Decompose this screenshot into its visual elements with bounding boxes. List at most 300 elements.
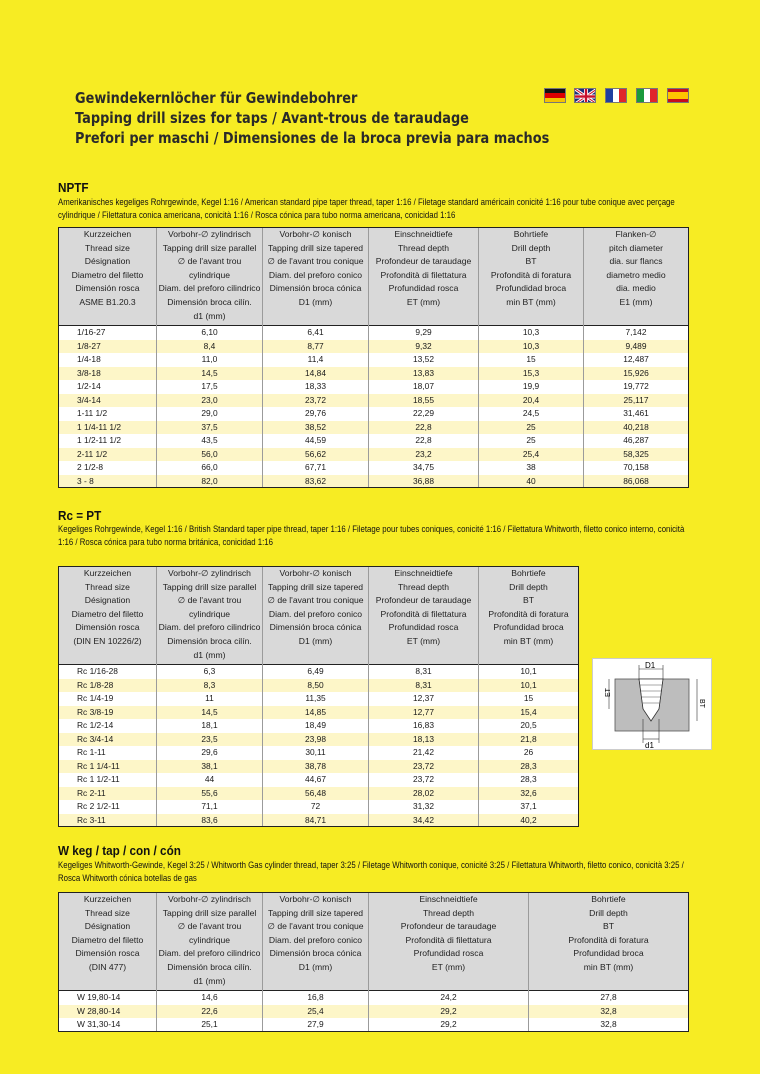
diagram-label-ET: ET	[605, 688, 612, 697]
table-row	[59, 353, 689, 367]
diagram-label-D1: D1	[645, 661, 656, 670]
value-cell: 14,84	[263, 367, 369, 381]
w-header-col-3	[369, 892, 529, 991]
value-cell: 58,325	[584, 448, 689, 462]
value-cell: 14,6	[157, 991, 263, 1005]
value-cell: 71,1	[157, 800, 263, 814]
value-cell: 37,1	[479, 800, 579, 814]
header-line: Diametro del filetto	[71, 269, 144, 280]
nptf-header-col-1	[157, 227, 263, 326]
value-cell: 31,32	[369, 800, 479, 814]
header-line: pitch diameter	[609, 242, 663, 253]
header-line: Drill depth	[509, 581, 548, 592]
header-line: Dimensión rosca	[75, 948, 140, 959]
value-cell: 84,71	[263, 814, 369, 828]
value-cell: 25,1	[157, 1018, 263, 1032]
value-cell: 30,11	[263, 746, 369, 760]
header-line: Thread size	[85, 242, 130, 253]
drill-hole-diagram	[592, 658, 712, 750]
header-line: D1 (mm)	[298, 961, 333, 972]
header-line: Drill depth	[589, 907, 628, 918]
thread-size-cell: 3/4-14	[59, 394, 157, 408]
value-cell: 34,42	[369, 814, 479, 828]
header-line: Thread size	[85, 907, 130, 918]
header-line: Diametro del filetto	[71, 608, 144, 619]
value-cell: 44,59	[263, 434, 369, 448]
header-line: Profondità di foratura	[568, 934, 649, 945]
header-line: Tapping drill size parallel	[162, 581, 257, 592]
header-line: Dimensión broca cilín.	[167, 635, 252, 646]
rc-header-col-2	[263, 566, 369, 665]
header-line: Profondeur de taraudage	[400, 921, 497, 932]
value-cell: 29,2	[369, 1005, 529, 1019]
header-line: Thread size	[85, 581, 130, 592]
header-line: d1 (mm)	[193, 310, 226, 321]
header-line: Dimensión broca cónica	[269, 622, 362, 633]
header-line: Profundidad broca	[495, 283, 567, 294]
value-cell: 18,13	[369, 733, 479, 747]
header-line: Tapping drill size tapered	[267, 907, 364, 918]
w-table	[58, 892, 689, 1032]
header-line: BT	[603, 921, 614, 932]
table-row	[59, 407, 689, 421]
thread-size-cell: 1-11 1/2	[59, 407, 157, 421]
header-line: cylindrique	[188, 608, 231, 619]
value-cell: 38,1	[157, 760, 263, 774]
header-line: Profondeur de taraudage	[375, 595, 472, 606]
header-line: Tapping drill size parallel	[162, 242, 257, 253]
table-row	[59, 760, 579, 774]
value-cell: 12,77	[369, 706, 479, 720]
header-line: Diam. del preforo conico	[268, 934, 363, 945]
w-header-col-1	[157, 892, 263, 991]
header-line: Einschneidtiefe	[394, 229, 453, 239]
value-cell: 23,5	[157, 733, 263, 747]
value-cell: 6,10	[157, 326, 263, 340]
value-cell: 32,8	[529, 1005, 689, 1019]
value-cell: 28,3	[479, 773, 579, 787]
header-line: ∅ de l'avant trou	[177, 595, 242, 606]
w-header-col-0	[59, 892, 157, 991]
value-cell: 67,71	[263, 461, 369, 475]
header-line: Flanken-∅	[615, 229, 657, 239]
value-cell: 8,3	[157, 679, 263, 693]
header-line: Bohrtiefe	[511, 568, 546, 578]
value-cell: 25	[479, 421, 584, 435]
header-line: Tapping drill size parallel	[162, 907, 257, 918]
value-cell: 21,42	[369, 746, 479, 760]
header-line: ET (mm)	[406, 635, 441, 646]
value-cell: 44,67	[263, 773, 369, 787]
header-line: Thread depth	[422, 907, 475, 918]
w-header-col-4	[529, 892, 689, 991]
value-cell: 38	[479, 461, 584, 475]
table-row	[59, 475, 689, 489]
thread-size-cell: 1 1/4-11 1/2	[59, 421, 157, 435]
header-line: Diam. del preforo cilindrico	[158, 948, 261, 959]
value-cell: 36,88	[369, 475, 479, 489]
value-cell: 26	[479, 746, 579, 760]
nptf-header-col-5	[584, 227, 689, 326]
german-flag-icon[interactable]	[544, 88, 566, 103]
table-row	[59, 800, 579, 814]
table-row	[59, 991, 689, 1005]
value-cell: 18,33	[263, 380, 369, 394]
value-cell: 11	[157, 692, 263, 706]
header-line: Diam. del preforo cilindrico	[158, 283, 261, 294]
table-row	[59, 367, 689, 381]
value-cell: 9,32	[369, 340, 479, 354]
thread-size-cell: 1/4-18	[59, 353, 157, 367]
header-line: d1 (mm)	[193, 975, 226, 986]
value-cell: 8,31	[369, 679, 479, 693]
value-cell: 15,926	[584, 367, 689, 381]
rc-header-col-0	[59, 566, 157, 665]
header-line: ∅ de l'avant trou conique	[267, 256, 364, 267]
table-row	[59, 692, 579, 706]
thread-size-cell: 2 1/2-8	[59, 461, 157, 475]
nptf-header-col-0	[59, 227, 157, 326]
table-row	[59, 746, 579, 760]
nptf-table	[58, 227, 689, 488]
value-cell: 17,5	[157, 380, 263, 394]
value-cell: 10,3	[479, 326, 584, 340]
table-row	[59, 434, 689, 448]
value-cell: 22,8	[369, 421, 479, 435]
table-row	[59, 394, 689, 408]
value-cell: 44	[157, 773, 263, 787]
value-cell: 43,5	[157, 434, 263, 448]
value-cell: 22,29	[369, 407, 479, 421]
italian-flag-icon[interactable]	[636, 88, 658, 103]
header-line: Profondeur de taraudage	[375, 256, 472, 267]
nptf-header-col-2	[263, 227, 369, 326]
value-cell: 31,461	[584, 407, 689, 421]
nptf-description: Amerikanisches kegeliges Rohrgewinde, Kegel 1:16 / American standard pipe taper thread, taper 1:16 / Filetage standard américain conicité 1:16 pour tube conique avec perçage cylindrique / Filettatura conica americana, conicità 1:16 / Rosca cónica para tubo norma americana, conicidad 1:16	[58, 197, 675, 220]
rc-header-col-4	[479, 566, 579, 665]
header-line: Dimensión rosca	[75, 622, 140, 633]
nptf-heading: NPTF	[58, 180, 89, 195]
table-row	[59, 380, 689, 394]
header-line: Profundidad broca	[573, 948, 644, 959]
header-line: ET (mm)	[406, 296, 441, 307]
value-cell: 6,41	[263, 326, 369, 340]
title-line-it-es: Prefori per maschi / Dimensiones de la broca previa para machos	[75, 129, 550, 147]
thread-size-cell: Rc 2-11	[59, 787, 157, 801]
value-cell: 23,98	[263, 733, 369, 747]
header-line: Dimensión broca cónica	[269, 948, 362, 959]
value-cell: 10,1	[479, 665, 579, 679]
header-line: Profundidad rosca	[388, 622, 459, 633]
value-cell: 9,489	[584, 340, 689, 354]
value-cell: 28,3	[479, 760, 579, 774]
value-cell: 9,29	[369, 326, 479, 340]
value-cell: 70,158	[584, 461, 689, 475]
value-cell: 20,5	[479, 719, 579, 733]
header-line: (DIN EN 10226/2)	[73, 635, 142, 646]
value-cell: 8,50	[263, 679, 369, 693]
header-line: (DIN 477)	[88, 961, 127, 972]
table-row	[59, 679, 579, 693]
value-cell: 83,62	[263, 475, 369, 489]
table-row	[59, 773, 579, 787]
header-line: Diam. del preforo cilindrico	[158, 622, 261, 633]
thread-size-cell: 1/16-27	[59, 326, 157, 340]
value-cell: 40,218	[584, 421, 689, 435]
header-line: dia. medio	[616, 283, 656, 294]
value-cell: 8,31	[369, 665, 479, 679]
header-line: d1 (mm)	[193, 649, 226, 660]
header-line: E1 (mm)	[619, 296, 653, 307]
value-cell: 13,52	[369, 353, 479, 367]
value-cell: 25,4	[479, 448, 584, 462]
value-cell: 15,4	[479, 706, 579, 720]
value-cell: 8,77	[263, 340, 369, 354]
header-line: Vorbohr-∅ zylindrisch	[168, 229, 251, 239]
header-line: Thread depth	[397, 242, 450, 253]
value-cell: 25	[479, 434, 584, 448]
value-cell: 14,5	[157, 367, 263, 381]
value-cell: 21,8	[479, 733, 579, 747]
value-cell: 29,0	[157, 407, 263, 421]
value-cell: 32,8	[529, 1018, 689, 1032]
rc-table	[58, 566, 579, 827]
header-line: Einschneidtiefe	[394, 568, 453, 578]
header-line: Einschneidtiefe	[419, 894, 478, 904]
spanish-flag-icon[interactable]	[667, 88, 689, 103]
header-line: Tapping drill size tapered	[267, 581, 364, 592]
header-line: BT	[525, 256, 537, 267]
value-cell: 29,76	[263, 407, 369, 421]
table-row	[59, 1005, 689, 1019]
header-line: Dimensión broca cónica	[269, 283, 362, 294]
header-line: Désignation	[84, 921, 131, 932]
header-line: Vorbohr-∅ konisch	[279, 568, 352, 578]
header-line: Dimensión rosca	[75, 283, 140, 294]
value-cell: 29,2	[369, 1018, 529, 1032]
header-line: cylindrique	[188, 269, 231, 280]
table-row	[59, 706, 579, 720]
value-cell: 23,72	[369, 773, 479, 787]
value-cell: 23,72	[263, 394, 369, 408]
value-cell: 38,52	[263, 421, 369, 435]
table-row	[59, 665, 579, 679]
thread-size-cell: 3/8-18	[59, 367, 157, 381]
header-line: BT	[523, 595, 534, 606]
thread-size-cell: Rc 3-11	[59, 814, 157, 828]
header-line: min BT (mm)	[506, 296, 556, 307]
header-line: Profondità di foratura	[490, 269, 572, 280]
value-cell: 24,2	[369, 991, 529, 1005]
header-line: Désignation	[84, 595, 131, 606]
table-row	[59, 1018, 689, 1032]
header-line: Bohrtiefe	[513, 229, 549, 239]
header-line: ET (mm)	[431, 961, 466, 972]
table-row	[59, 461, 689, 475]
table-row	[59, 421, 689, 435]
thread-size-cell: 1/8-27	[59, 340, 157, 354]
header-line: Profundidad rosca	[413, 948, 484, 959]
value-cell: 32,6	[479, 787, 579, 801]
value-cell: 12,37	[369, 692, 479, 706]
header-line: Dimensión broca cilín.	[167, 296, 252, 307]
value-cell: 46,287	[584, 434, 689, 448]
value-cell: 34,75	[369, 461, 479, 475]
value-cell: 19,9	[479, 380, 584, 394]
diagram-label-BT: BT	[698, 699, 705, 708]
value-cell: 24,5	[479, 407, 584, 421]
value-cell: 86,068	[584, 475, 689, 489]
table-row	[59, 448, 689, 462]
header-line: Profundidad rosca	[388, 283, 459, 294]
value-cell: 15	[479, 353, 584, 367]
thread-size-cell: W 19,80-14	[59, 991, 157, 1005]
value-cell: 28,02	[369, 787, 479, 801]
value-cell: 15	[479, 692, 579, 706]
header-line: Désignation	[84, 256, 131, 267]
thread-size-cell: 3 - 8	[59, 475, 157, 489]
uk-flag-icon[interactable]	[574, 88, 596, 103]
value-cell: 56,48	[263, 787, 369, 801]
title-line-en-fr: Tapping drill sizes for taps / Avant-trous de taraudage	[75, 109, 469, 127]
value-cell: 14,85	[263, 706, 369, 720]
thread-size-cell: Rc 3/8-19	[59, 706, 157, 720]
value-cell: 20,4	[479, 394, 584, 408]
header-line: Kurzzeichen	[83, 229, 132, 239]
value-cell: 7,142	[584, 326, 689, 340]
value-cell: 18,55	[369, 394, 479, 408]
value-cell: 18,1	[157, 719, 263, 733]
value-cell: 6,49	[263, 665, 369, 679]
page-title	[75, 88, 575, 148]
header-line: Vorbohr-∅ zylindrisch	[168, 568, 251, 578]
thread-size-cell: Rc 1 1/2-11	[59, 773, 157, 787]
value-cell: 11,35	[263, 692, 369, 706]
value-cell: 66,0	[157, 461, 263, 475]
thread-size-cell: W 31,30-14	[59, 1018, 157, 1032]
nptf-header-col-3	[369, 227, 479, 326]
w-heading: W keg / tap / con / cón	[58, 843, 181, 858]
value-cell: 18,49	[263, 719, 369, 733]
header-line: dia. sur flancs	[609, 256, 663, 267]
french-flag-icon[interactable]	[605, 88, 627, 103]
value-cell: 23,72	[369, 760, 479, 774]
value-cell: 15,3	[479, 367, 584, 381]
w-header-col-2	[263, 892, 369, 991]
value-cell: 11,4	[263, 353, 369, 367]
header-line: ASME B1.20.3	[79, 296, 136, 307]
table-row	[59, 719, 579, 733]
rc-heading: Rc = PT	[58, 508, 102, 523]
header-line: Diametro del filetto	[71, 934, 144, 945]
thread-size-cell: Rc 3/4-14	[59, 733, 157, 747]
table-row	[59, 814, 579, 828]
value-cell: 27,9	[263, 1018, 369, 1032]
value-cell: 14,5	[157, 706, 263, 720]
header-line: Profondità di filettatura	[380, 269, 467, 280]
value-cell: 72	[263, 800, 369, 814]
value-cell: 16,83	[369, 719, 479, 733]
header-line: ∅ de l'avant trou conique	[267, 595, 364, 606]
header-line: Diam. del preforo conico	[268, 608, 363, 619]
value-cell: 82,0	[157, 475, 263, 489]
thread-size-cell: W 28,80-14	[59, 1005, 157, 1019]
value-cell: 12,487	[584, 353, 689, 367]
header-line: D1 (mm)	[298, 635, 333, 646]
value-cell: 10,3	[479, 340, 584, 354]
value-cell: 11,0	[157, 353, 263, 367]
header-line: Diam. del preforo conico	[268, 269, 363, 280]
value-cell: 8,4	[157, 340, 263, 354]
thread-size-cell: Rc 1 1/4-11	[59, 760, 157, 774]
thread-size-cell: Rc 1/4-19	[59, 692, 157, 706]
header-line: min BT (mm)	[583, 961, 634, 972]
value-cell: 22,8	[369, 434, 479, 448]
value-cell: 83,6	[157, 814, 263, 828]
value-cell: 10,1	[479, 679, 579, 693]
thread-size-cell: Rc 1-11	[59, 746, 157, 760]
value-cell: 56,0	[157, 448, 263, 462]
value-cell: 27,8	[529, 991, 689, 1005]
value-cell: 55,6	[157, 787, 263, 801]
header-line: Bohrtiefe	[591, 894, 626, 904]
value-cell: 29,6	[157, 746, 263, 760]
header-line: D1 (mm)	[298, 296, 333, 307]
header-line: Profondità di foratura	[488, 608, 569, 619]
header-line: Profondità di filettatura	[405, 934, 492, 945]
value-cell: 40	[479, 475, 584, 489]
header-line: Thread depth	[397, 581, 450, 592]
value-cell: 18,07	[369, 380, 479, 394]
thread-size-cell: 2-11 1/2	[59, 448, 157, 462]
table-row	[59, 326, 689, 340]
value-cell: 38,78	[263, 760, 369, 774]
value-cell: 56,62	[263, 448, 369, 462]
table-row	[59, 787, 579, 801]
thread-size-cell: 1/2-14	[59, 380, 157, 394]
table-row	[59, 340, 689, 354]
thread-size-cell: 1 1/2-11 1/2	[59, 434, 157, 448]
header-line: ∅ de l'avant trou conique	[267, 921, 364, 932]
header-line: diametro medio	[606, 269, 666, 280]
nptf-header-col-4	[479, 227, 584, 326]
header-line: min BT (mm)	[503, 635, 554, 646]
title-line-de: Gewindekernlöcher für Gewindebohrer	[75, 89, 358, 107]
value-cell: 25,4	[263, 1005, 369, 1019]
thread-size-cell: Rc 1/8-28	[59, 679, 157, 693]
value-cell: 19,772	[584, 380, 689, 394]
header-line: Dimensión broca cilín.	[167, 961, 252, 972]
header-line: ∅ de l'avant trou cylindrique	[177, 921, 242, 945]
value-cell: 6,3	[157, 665, 263, 679]
header-line: Vorbohr-∅ konisch	[279, 894, 352, 904]
rc-description: Kegeliges Rohrgewinde, Kegel 1:16 / British Standard taper pipe thread, taper 1:16 / Filetage pour tubes coniques, conicité 1:16 / Filettatura Whitworth, filetto conico interno, conicità 1:16 / Rosca cónica para tubo norma británica, conicidad 1:16	[58, 524, 685, 547]
value-cell: 16,8	[263, 991, 369, 1005]
thread-size-cell: Rc 1/2-14	[59, 719, 157, 733]
value-cell: 13,83	[369, 367, 479, 381]
value-cell: 25,117	[584, 394, 689, 408]
header-line: Vorbohr-∅ konisch	[279, 229, 352, 239]
header-line: Vorbohr-∅ zylindrisch	[168, 894, 251, 904]
thread-size-cell: Rc 2 1/2-11	[59, 800, 157, 814]
header-line: Drill depth	[511, 242, 551, 253]
value-cell: 40,2	[479, 814, 579, 828]
header-line: Profondità di filettatura	[380, 608, 467, 619]
header-line: Kurzzeichen	[83, 568, 132, 578]
header-line: Profundidad broca	[493, 622, 564, 633]
header-line: ∅ de l'avant trou	[177, 256, 242, 267]
value-cell: 23,0	[157, 394, 263, 408]
